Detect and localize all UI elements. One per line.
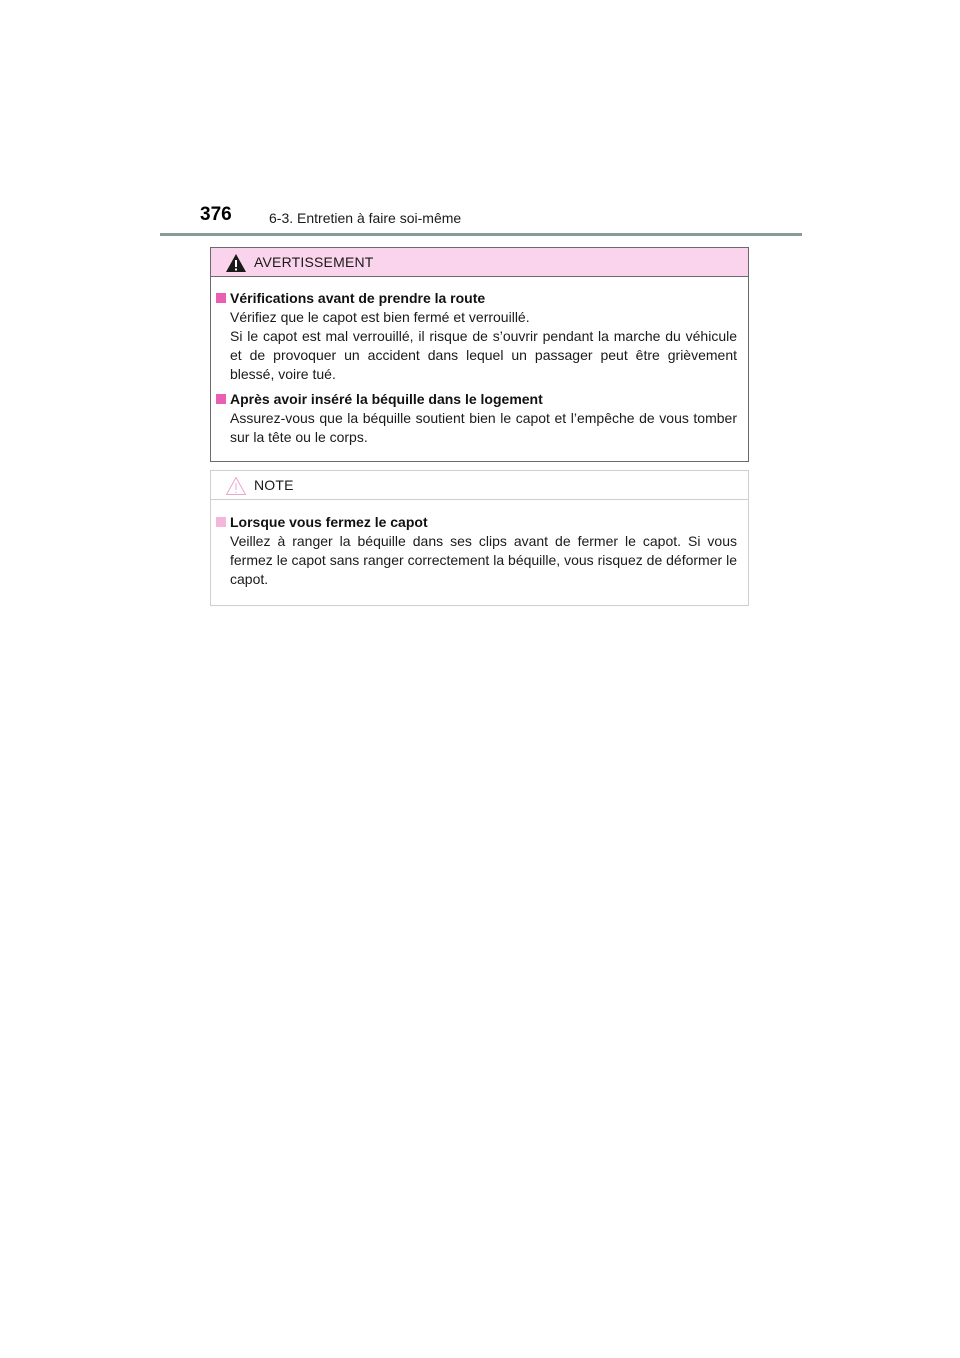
note-item-title-text: Lorsque vous fermez le capot — [230, 514, 428, 530]
paragraph: Assurez-vous que la béquille soutient bien le capot et l’empêche de vous tomber sur la tête ou le corps. — [230, 410, 737, 445]
square-bullet-icon — [216, 293, 226, 303]
warning-item-title-text: Après avoir inséré la béquille dans le logement — [230, 391, 543, 407]
page-header — [160, 203, 802, 235]
warning-box — [210, 247, 749, 462]
warning-triangle-icon — [225, 253, 247, 273]
warning-item-title-text: Vérifications avant de prendre la route — [230, 290, 486, 306]
warning-label: AVERTISSEMENT — [254, 254, 374, 270]
warning-item — [215, 289, 737, 384]
note-body — [211, 500, 748, 605]
paragraph: Veillez à ranger la béquille dans ses clips avant de fermer le capot. Si vous fermez le capot sans ranger correctement la béquille, vous risquez de déformer le capot. — [230, 533, 737, 587]
warning-item-title — [215, 289, 737, 308]
note-item — [215, 513, 737, 589]
page-number: 376 — [200, 204, 232, 225]
warning-box-header — [211, 248, 748, 277]
warning-item — [215, 390, 737, 447]
warning-body — [211, 277, 748, 461]
section-title: 6-3. Entretien à faire soi-même — [269, 210, 462, 226]
caution-triangle-outline-icon — [225, 476, 247, 496]
note-item-text — [215, 532, 737, 589]
warning-item-text — [215, 409, 737, 447]
note-item-title — [215, 513, 737, 532]
warning-item-text — [215, 308, 737, 384]
square-bullet-icon — [216, 394, 226, 404]
note-box-header — [211, 471, 748, 500]
square-bullet-icon — [216, 517, 226, 527]
note-label: NOTE — [254, 477, 294, 493]
paragraph: Si le capot est mal verrouillé, il risque de s’ouvrir pendant la marche du véhicule et de provoquer un accident dans lequel un passager peut être grièvement blessé, voire tué. — [230, 328, 737, 382]
note-box — [210, 470, 749, 606]
warning-item-title — [215, 390, 737, 409]
header-divider — [160, 233, 802, 236]
paragraph: Vérifiez que le capot est bien fermé et verrouillé. — [230, 309, 530, 325]
